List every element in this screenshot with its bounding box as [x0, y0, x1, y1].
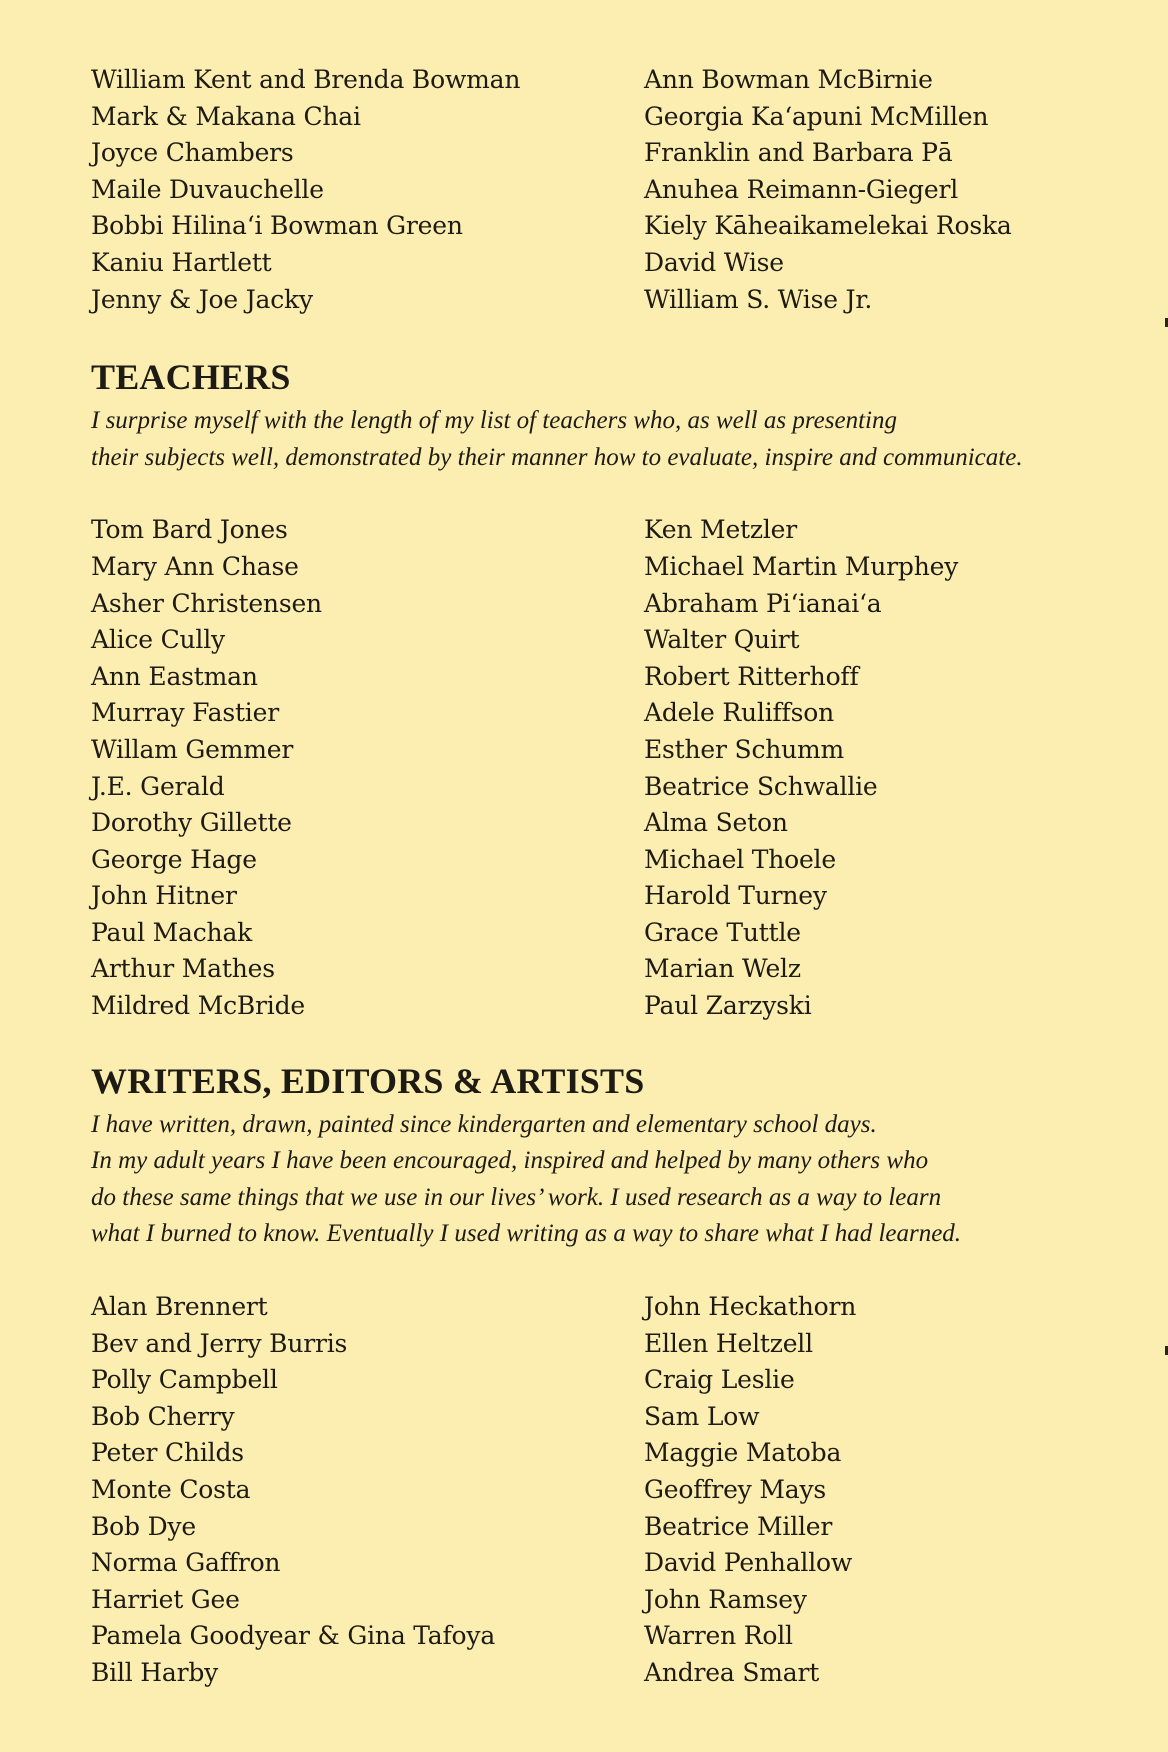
- name-entry: Bobbi Hilina‘i Bowman Green: [91, 211, 463, 241]
- family-names-right-column: [644, 62, 1101, 318]
- writers-heading: WRITERS, EDITORS & ARTISTS: [91, 1060, 645, 1101]
- teachers-intro-line: their subjects well, demonstrated by their manner how to evaluate, inspire and communicate.: [91, 443, 1023, 471]
- name-entry: Bob Cherry: [91, 1401, 235, 1431]
- name-entry: Michael Martin Murphey: [644, 551, 959, 581]
- name-entry: Andrea Smart: [644, 1657, 820, 1687]
- name-entry: Walter Quirt: [644, 625, 800, 655]
- name-entry: Marian Welz: [644, 954, 801, 984]
- teachers-intro-line: I surprise myself with the length of my list of teachers who, as well as presenting: [91, 407, 897, 435]
- name-entry: John Ramsey: [644, 1584, 807, 1614]
- writers-intro-line: I have written, drawn, painted since kindergarten and elementary school days.: [91, 1110, 877, 1138]
- teachers-intro-paragraph: [91, 403, 1101, 476]
- name-entry: Sam Low: [644, 1401, 760, 1431]
- teachers-names-right-column: [644, 512, 1101, 1024]
- name-entry: Maggie Matoba: [644, 1438, 842, 1468]
- name-entry: Bob Dye: [91, 1511, 196, 1541]
- teachers-heading: TEACHERS: [91, 357, 291, 398]
- name-entry: Ann Bowman McBirnie: [644, 65, 933, 94]
- name-entry: Mildred McBride: [91, 991, 306, 1021]
- name-entry: Abraham Pi‘ianai‘a: [644, 588, 882, 618]
- name-entry: J.E. Gerald: [91, 771, 225, 801]
- name-entry: Kiely Kāheaikamelekai Roska: [644, 211, 1012, 241]
- name-entry: Grace Tuttle: [644, 917, 801, 947]
- name-entry: Tom Bard Jones: [91, 515, 288, 545]
- name-entry: Harold Turney: [644, 881, 827, 911]
- name-entry: David Penhallow: [644, 1548, 853, 1578]
- name-entry: Alan Brennert: [91, 1292, 268, 1322]
- name-entry: Adele Ruliffson: [644, 698, 834, 728]
- writers-name-list: [91, 1289, 1101, 1692]
- name-entry: Paul Zarzyski: [644, 991, 812, 1021]
- name-entry: Monte Costa: [91, 1475, 251, 1504]
- name-entry: Ann Eastman: [91, 661, 258, 691]
- writers-intro-line: what I burned to know. Eventually I used writing as a way to share what I had learned.: [91, 1220, 962, 1248]
- name-entry: Beatrice Schwallie: [644, 771, 878, 801]
- name-entry: Beatrice Miller: [644, 1511, 833, 1541]
- name-entry: William S. Wise Jr.: [644, 284, 873, 314]
- name-entry: Polly Campbell: [91, 1365, 278, 1395]
- name-entry: Alice Cully: [91, 625, 225, 655]
- acknowledgements-page: [91, 62, 1101, 1692]
- name-entry: Georgia Ka‘apuni McMillen: [644, 101, 989, 131]
- name-entry: Bill Harby: [91, 1657, 219, 1687]
- name-entry: Warren Roll: [644, 1621, 793, 1651]
- name-entry: Peter Childs: [91, 1438, 244, 1468]
- writers-names-right-column: [644, 1289, 1101, 1692]
- name-entry: Joyce Chambers: [91, 138, 294, 168]
- name-entry: John Heckathorn: [644, 1292, 857, 1322]
- name-entry: Dorothy Gillette: [91, 808, 292, 838]
- name-entry: George Hage: [91, 844, 257, 874]
- name-entry: Craig Leslie: [644, 1365, 795, 1395]
- writers-names-left-column: [91, 1289, 644, 1692]
- name-entry: Kaniu Hartlett: [91, 247, 272, 277]
- name-entry: Harriet Gee: [91, 1584, 240, 1614]
- name-entry: Robert Ritterhoff: [644, 661, 859, 691]
- family-name-list: [91, 62, 1101, 318]
- name-entry: Geoffrey Mays: [644, 1475, 826, 1504]
- name-entry: Esther Schumm: [644, 734, 845, 764]
- name-entry: Murray Fastier: [91, 698, 279, 728]
- family-names-left-column: [91, 62, 644, 318]
- name-entry: Franklin and Barbara Pā: [644, 138, 953, 168]
- name-entry: John Hitner: [91, 881, 237, 911]
- name-entry: Asher Christensen: [91, 588, 322, 618]
- name-entry: Maile Duvauchelle: [91, 174, 324, 204]
- name-entry: Michael Thoele: [644, 844, 836, 874]
- name-entry: David Wise: [644, 247, 784, 277]
- name-entry: Paul Machak: [91, 917, 253, 947]
- writers-intro-line: In my adult years I have been encouraged, inspired and helped by many others who: [91, 1147, 929, 1175]
- name-entry: Ellen Heltzell: [644, 1328, 813, 1358]
- name-entry: Alma Seton: [644, 808, 788, 838]
- writers-intro-line: do these same things that we use in our lives’ work. I used research as a way to learn: [91, 1183, 942, 1211]
- name-entry: Jenny & Joe Jacky: [91, 284, 313, 314]
- name-entry: Ken Metzler: [644, 515, 798, 545]
- teachers-name-list: [91, 512, 1101, 1024]
- writers-intro-paragraph: [91, 1107, 1101, 1253]
- name-entry: Norma Gaffron: [91, 1548, 281, 1578]
- name-entry: Anuhea Reimann-Giegerl: [644, 174, 958, 204]
- teachers-names-left-column: [91, 512, 644, 1024]
- name-entry: Willam Gemmer: [91, 734, 294, 764]
- name-entry: Arthur Mathes: [91, 954, 275, 984]
- name-entry: William Kent and Brenda Bowman: [91, 65, 521, 94]
- name-entry: Mark & Makana Chai: [91, 101, 361, 131]
- name-entry: Mary Ann Chase: [91, 551, 299, 581]
- name-entry: Bev and Jerry Burris: [91, 1328, 348, 1358]
- name-entry: Pamela Goodyear & Gina Tafoya: [91, 1621, 496, 1651]
